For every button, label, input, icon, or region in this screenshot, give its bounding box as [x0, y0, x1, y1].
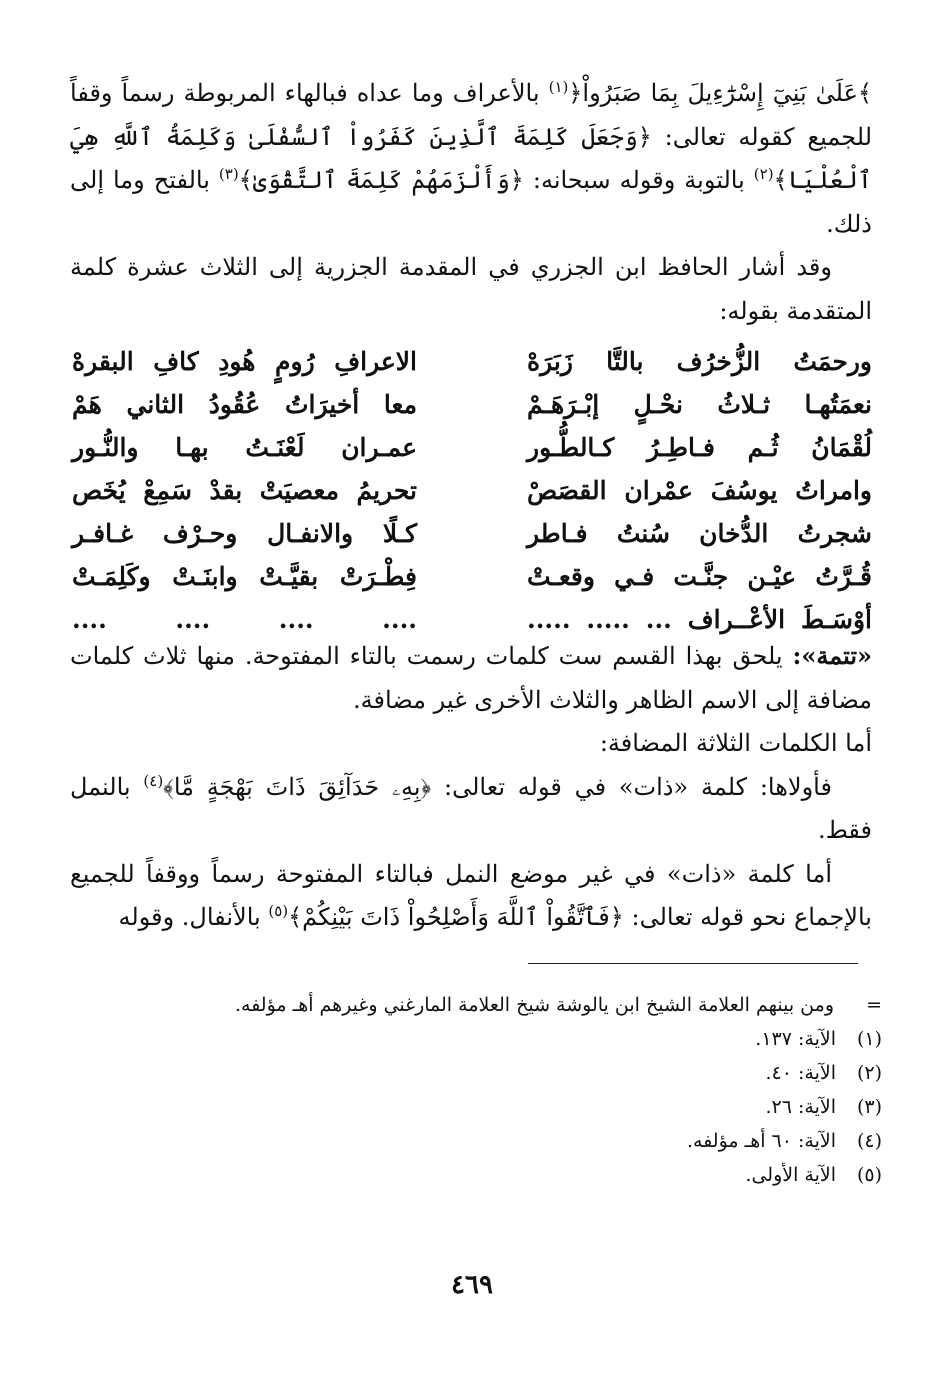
footnote-number: (٥): [856, 1164, 882, 1186]
paragraph-2: وقد أشار الحافظ ابن الجزري في المقدمة الجزرية إلى الثلاث عشرة كلمة المتقدمة بقوله:: [70, 253, 872, 325]
quran-verse: ﴿وَجَعَلَ كَلِمَةَ ٱلَّذِينَ كَفَرُواْ ٱلسُّفْلَىٰ وَكَلِمَةُ ٱللَّهِ هِيَ ٱلْعُلْيَا﴾: [70, 122, 872, 194]
footnote-ref: (٥): [268, 902, 289, 920]
footnote-text: الآية: ١٣٧.: [755, 1028, 836, 1050]
footnote-continuation: [80, 988, 882, 1022]
footnote-number: (٤): [856, 1130, 882, 1152]
poem: [72, 340, 872, 641]
footnote-number: (١): [856, 1028, 882, 1050]
hemistich-first: أوْسَـطَ الأعْــراف ... ..... .....: [527, 605, 872, 634]
footnote-item: [80, 1056, 882, 1090]
body-text: بالنمل فقط.: [70, 772, 872, 844]
footnote-text: ومن بينهم العلامة الشيخ ابن يالوشة شيخ العلامة المارغني وغيرهم أهـ مؤلفه.: [234, 994, 834, 1016]
term-label: «تتمة»:: [792, 641, 872, 670]
hemistich-first: شجرتُ الدُّخان سُنتُ فـاطر: [527, 519, 872, 548]
footnote-number: (٢): [856, 1062, 882, 1084]
poem-verse: [72, 555, 872, 598]
hemistich-first: ورحمَتُ الزُّخرُف بالتَّا زَبَرَهْ: [527, 347, 872, 376]
quran-verse: ﴿بِهِۦ حَدَآئِقَ ذَاتَ بَهْجَةٍ مَّا﴾: [163, 772, 432, 801]
footnote-ref: (٢): [753, 165, 774, 183]
footnote-ref: (١): [548, 78, 569, 96]
paragraph-1: [70, 72, 872, 246]
hemistich-second: الاعرافِ رُومٍ هُودِ كافِ البقرهْ: [72, 347, 417, 376]
body-text: بالفتح وما إلى ذلك.: [70, 166, 872, 238]
footnote-text: الآية: ٤٠.: [765, 1062, 836, 1084]
quran-verse: ﴾عَلَىٰ بَنِيٓ إِسْرَٰٓءِيلَ بِمَا صَبَرُواْ﴿: [568, 79, 873, 107]
footnote-item: [80, 1158, 882, 1192]
main-text-bottom: [70, 634, 872, 940]
hemistich-second: كـلًا والانفـال وحـرْف غـافـر: [72, 519, 417, 548]
footnote-divider: [528, 963, 858, 964]
body-text: بالتوبة وقوله سبحانه:: [532, 166, 745, 194]
hemistich-second: عمـران لَعْنَـتُ بهـا والنُّـور: [72, 433, 417, 462]
hemistich-second: معا أخيرَاتُ عُقُودُ الثاني هَمْ: [72, 390, 417, 419]
poem-verse: [72, 469, 872, 512]
poem-verse: [72, 426, 872, 469]
hemistich-second: فِطْـرَتْ بقيَّـتْ وابنَـتْ وكَلِمَـتْ: [72, 562, 417, 591]
footnote-item: [80, 1124, 882, 1158]
poem-verse: [72, 383, 872, 426]
body-text: بالأنفال. وقوله: [118, 903, 261, 931]
continuation-marker: =: [866, 994, 882, 1016]
footnotes: [80, 988, 882, 1192]
hemistich-first: لُقْمَانُ ثُـم فـاطِـرُ كـالطُّـور: [527, 433, 872, 462]
page-number: ٤٦٩: [451, 1270, 493, 1300]
paragraph-4: أما الكلمات الثلاثة المضافة:: [599, 729, 872, 757]
hemistich-first: قُـرَّتُ عيْـن جنَّـت فـي وقعـتْ: [527, 562, 872, 591]
body-text: فأولاها: كلمة «ذات» في قوله تعالى:: [444, 772, 832, 801]
quran-verse: ﴿فَٱتَّقُواْ ٱللَّهَ وَأَصْلِحُواْ ذَاتَ بَيْنِكُمْ﴾: [288, 903, 624, 931]
footnote-text: الآية الأولى.: [745, 1164, 836, 1186]
quran-verse: ﴿وَأَلْزَمَهُمْ كَلِمَةَ ٱلتَّقْوَىٰ﴾: [238, 166, 524, 194]
poem-verse: [72, 512, 872, 555]
footnote-text: الآية: ٢٦.: [765, 1096, 836, 1118]
footnote-text: الآية: ٦٠ أهـ مؤلفه.: [686, 1130, 836, 1152]
footnote-number: (٣): [856, 1096, 882, 1118]
footnote-item: [80, 1090, 882, 1124]
paragraph-6: [70, 853, 872, 940]
paragraph-3: [70, 634, 872, 722]
body-text: بالأعراف وما عداه فبالهاء المربوطة رسماً وقفاً للجميع كقوله تعالى:: [70, 79, 873, 151]
body-text: يلحق بهذا القسم ست كلمات رسمت بالتاء المفتوحة. منها ثلاث كلمات مضافة إلى الاسم الظاهر والثلاث الأخرى غير مضافة.: [70, 642, 872, 714]
body-text: أما كلمة «ذات» في غير موضع النمل فبالتاء المفتوحة رسماً ووقفاً للجميع بالإجماع نحو قوله تعالى:: [70, 859, 872, 931]
hemistich-first: نعمَتُهـا ثـلاثُ نحْـلٍ إبْـرَهَـمْ: [527, 390, 872, 419]
paragraph-5: [70, 766, 872, 853]
main-text-top: [70, 72, 872, 333]
hemistich-first: وامراتُ يوسُفَ عمْران القصَصْ: [527, 476, 872, 505]
poem-verse: [72, 340, 872, 383]
footnote-ref: (٤): [143, 771, 164, 790]
hemistich-second: .... .... .... ....: [72, 605, 417, 634]
hemistich-second: تحريمُ معصيَتْ بقدْ سَمِعْ يُخَص: [72, 476, 417, 505]
footnote-ref: (٣): [218, 165, 239, 183]
footnote-item: [80, 1022, 882, 1056]
